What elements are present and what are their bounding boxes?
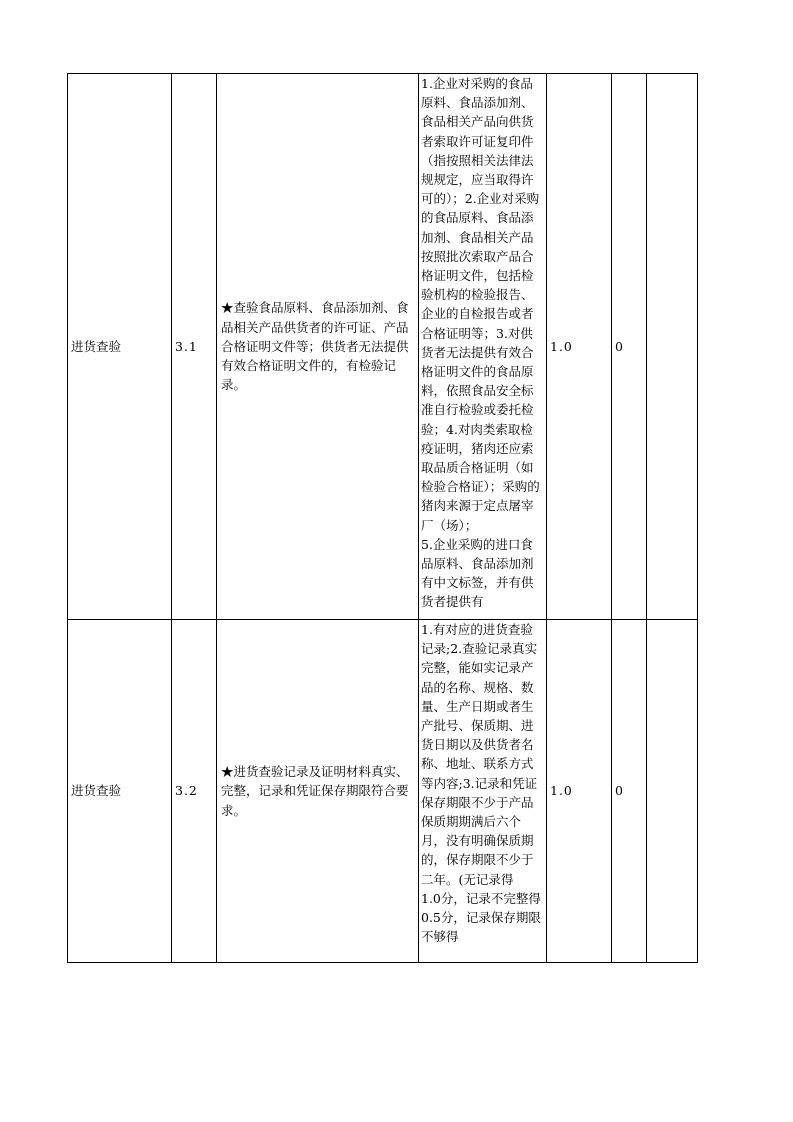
score-cell: 1.0	[547, 620, 612, 963]
table-row	[68, 74, 698, 620]
score-cell: 1.0	[547, 74, 612, 620]
table-row	[68, 620, 698, 963]
inspection-item-cell: ★进货查验记录及证明材料真实、完整，记录和凭证保存期限符合要求。	[217, 620, 419, 963]
code-cell: 3.2	[172, 620, 217, 963]
category-cell: 进货查验	[68, 620, 172, 963]
remark-cell	[647, 620, 698, 963]
remark-cell	[647, 74, 698, 620]
deduction-cell: 0	[612, 74, 647, 620]
deduction-cell: 0	[612, 620, 647, 963]
criteria-text: 1.有对应的进货查验记录;2.查验记录真实完整，能如实记录产品的名称、规格、数量、生产日期或者生产批号、保质期、进货日期以及供货者名称、地址、联系方式等内容;3.记录和凭证保存期限不少于产品保质期期满后六个月，没有明确保质期的，保存期限不少于二年。(无记录得 1.0分，记录不完整得0.5分，记录保存期限不够得	[421, 622, 541, 945]
code-cell: 3.1	[172, 74, 217, 620]
inspection-item-cell: ★查验食品原料、食品添加剂、食品相关产品供货者的许可证、产品合格证明文件等；供货者无法提供有效合格证明文件的，有检验记录。	[217, 74, 419, 620]
criteria-cell	[419, 74, 547, 620]
criteria-cell	[419, 620, 547, 963]
criteria-text: 1.企业对采购的食品原料、食品添加剂、食品相关产品向供货者索取许可证复印件（指按照相关法律法规规定，应当取得许可的）；2.企业对采购的食品原料、食品添加剂、食品相关产品按照批次索取产品合格证明文件，包括检验机构的检验报告、企业的自检报告或者合格证明等；3.对供货者无法提供有效合格证明文件的食品原料，依照食品安全标准自行检验或委托检验；4.对肉类索取检疫证明，猪肉还应索取品质合格证明（如检验合格证）；采购的猪肉来源于定点屠宰厂（场）； 5.企业采购的进口食品原料、食品添加剂有中文标签，并有供货者提供有	[421, 76, 540, 610]
inspection-table	[67, 73, 698, 963]
category-cell: 进货查验	[68, 74, 172, 620]
